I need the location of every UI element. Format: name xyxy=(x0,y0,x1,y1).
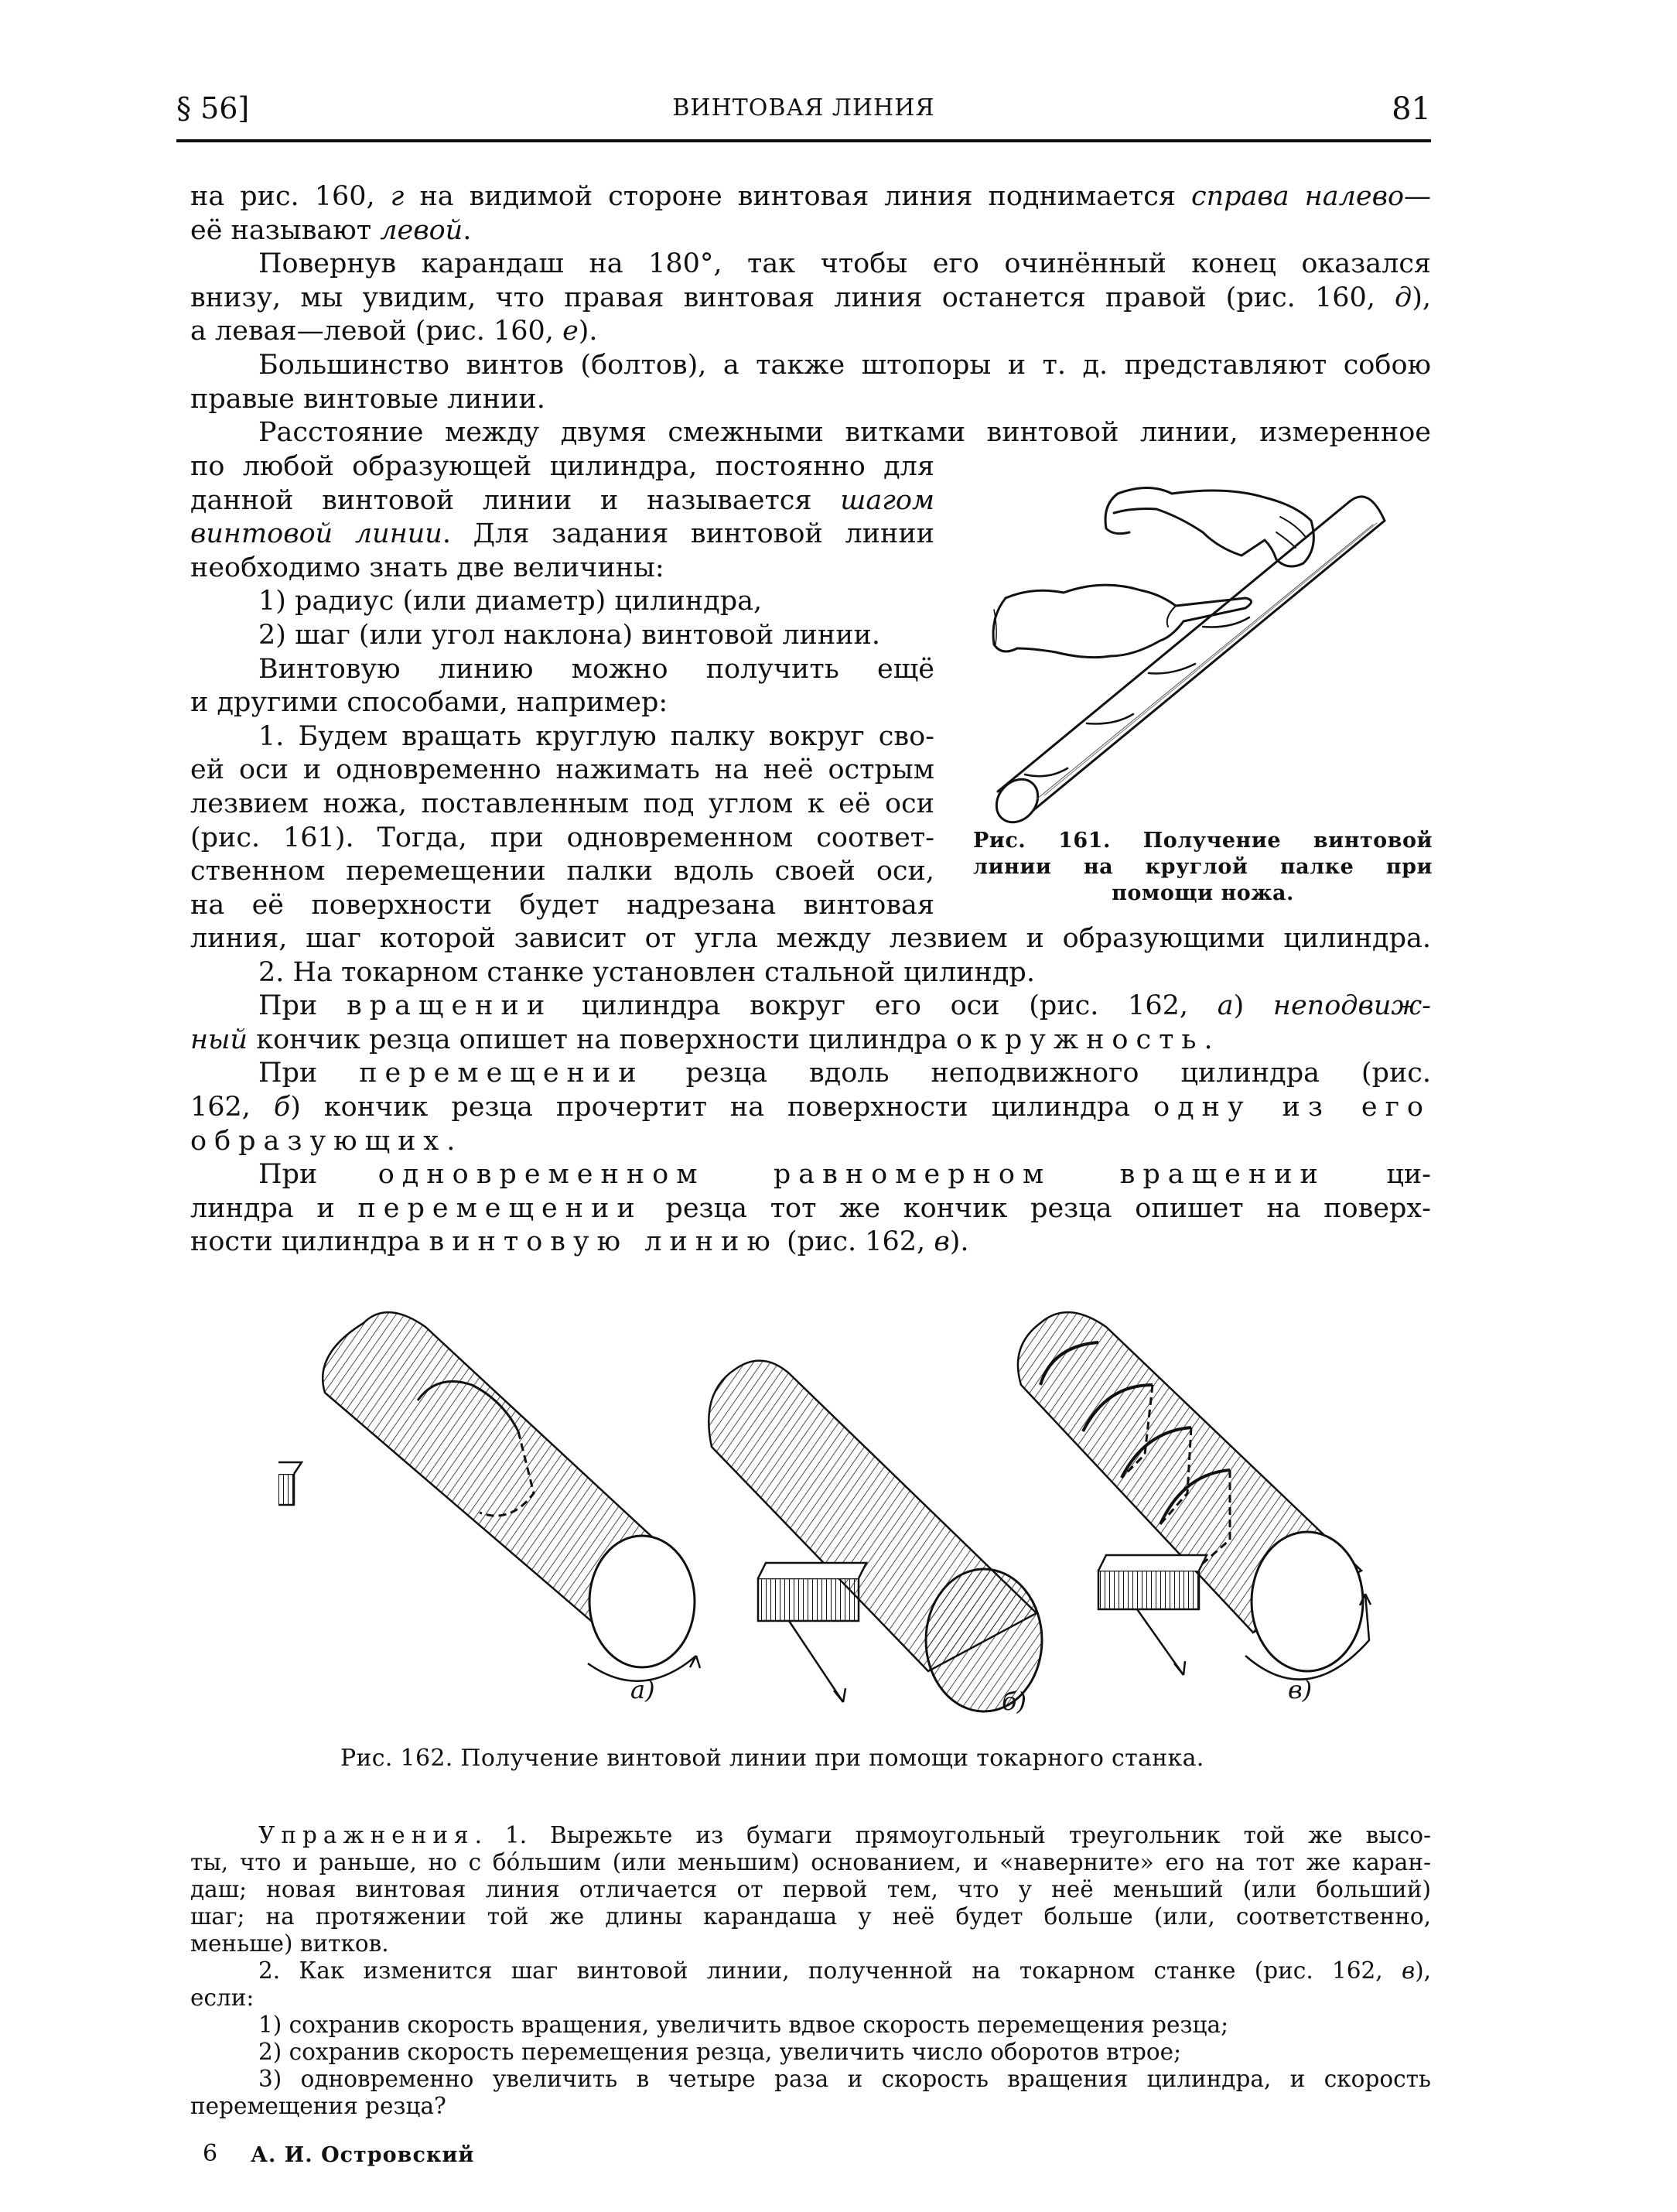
text-line: по любой образующей цилиндра, постоянно для xyxy=(190,451,934,482)
text-line: ты, что и раньше, но с бо́льшим (или меньшим) основанием, и «наверните» его на тот же каран- xyxy=(190,1849,1431,1875)
figure-162-caption: Рис. 162. Получение винтовой линии при помощи токарного станка. xyxy=(340,1745,1204,1772)
text-line: внизу, мы увидим, что правая винтовая линия останется правой (рис. 160, д), xyxy=(190,282,1431,313)
text-line: При вращении цилиндра вокруг его оси (рис. 162, а) неподвиж- xyxy=(258,990,1431,1022)
text-line: При одновременном равномерном вращении ци- xyxy=(258,1159,1431,1191)
text-line: даш; новая винтовая линия отличается от первой тем, что у неё меньший (или больший) xyxy=(190,1876,1431,1903)
text-line: Винтовую линию можно получить ещё xyxy=(258,653,934,685)
text-line: 2. На токарном станке установлен стальной цилиндр. xyxy=(258,956,1035,988)
top-paragraphs xyxy=(190,180,1431,450)
text-line: 2. Как изменится шаг винтовой линии, полученной на токарном станке (рис. 162, в), xyxy=(258,1957,1431,1984)
running-head xyxy=(176,91,1431,130)
text-line: а левая—левой (рис. 160, е). xyxy=(190,316,598,347)
text-line: При перемещении резца вдоль неподвижного цилиндра (рис. xyxy=(258,1058,1432,1089)
header-rule xyxy=(176,139,1431,142)
text-line: ей оси и одновременно нажимать на неё острым xyxy=(190,754,934,786)
cylinder-a xyxy=(278,1312,700,1681)
lathe-cylinders-drawing xyxy=(278,1300,1423,1718)
text-line: 162, б) кончик резца прочертит на поверхности цилиндра одну из его xyxy=(190,1091,1431,1123)
text-line: перемещения резца? xyxy=(190,2093,446,2119)
text-line: Расстояние между двумя смежными витками винтовой линии, измеренное xyxy=(258,417,1431,449)
middle-paragraphs xyxy=(190,922,1431,1260)
text-line: меньше) витков. xyxy=(190,1930,389,1957)
figure-162-illustration xyxy=(278,1300,1423,1718)
section-number: § 56] xyxy=(176,91,250,125)
page-number: 81 xyxy=(1392,91,1431,127)
figure-161-caption: Рис. 161. Получение винтовой линии на круглой палке при помощи ножа. xyxy=(973,829,1433,905)
label-b: б) xyxy=(1002,1687,1027,1716)
text-line: Большинство винтов (болтов), а также штопоры и т. д. представляют собою xyxy=(258,349,1431,381)
text-line: 1) сохранив скорость вращения, увеличить вдвое скорость перемещения резца; xyxy=(258,2012,1229,2038)
text-line: если: xyxy=(190,1985,254,2011)
text-line: образующих. xyxy=(190,1125,456,1157)
text-line: 1. Будем вращать круглую палку вокруг сво- xyxy=(258,720,934,752)
text-line: Повернув карандаш на 180°, так чтобы его очинённый конец оказался xyxy=(258,248,1431,280)
text-line: на рис. 160, г на видимой стороне винтовая линия поднимается справа налево— xyxy=(190,181,1432,212)
text-line: данной винтовой линии и называется шагом xyxy=(190,484,934,516)
figure-161-illustration xyxy=(971,463,1435,826)
label-a: а) xyxy=(630,1675,655,1704)
text-line: Упражнения. 1. Вырежьте из бумаги прямоугольный треугольник той же высо- xyxy=(258,1822,1431,1848)
cylinder-b xyxy=(709,1361,1042,1711)
text-line: 2) сохранив скорость перемещения резца, увеличить число оборотов втрое; xyxy=(258,2039,1182,2065)
text-line: ности цилиндра винтовую линию (рис. 162, в). xyxy=(190,1226,969,1258)
text-line: ный кончик резца опишет на поверхности цилиндра окружность. xyxy=(190,1024,1213,1055)
text-line: лезвием ножа, поставленным под углом к её оси xyxy=(190,788,934,819)
text-line: необходимо знать две величины: xyxy=(190,552,664,583)
author-name: А. И. Островский xyxy=(251,2143,475,2167)
text-line: правые винтовые линии. xyxy=(190,383,545,415)
text-line: винтовой линии. Для задания винтовой линии xyxy=(190,518,934,550)
text-line: на её поверхности будет надрезана винтовая xyxy=(190,889,934,921)
exercises xyxy=(190,1822,1431,2120)
text-line: линдра и перемещении резца тот же кончик резца опишет на поверх- xyxy=(190,1192,1431,1224)
label-c: в) xyxy=(1288,1675,1313,1704)
text-line: 2) шаг (или угол наклона) винтовой линии. xyxy=(258,619,880,651)
stick-and-knife-drawing xyxy=(971,463,1435,826)
running-title: ВИНТОВАЯ ЛИНИЯ xyxy=(672,94,935,121)
text-line: и другими способами, например: xyxy=(190,687,668,719)
left-column-text xyxy=(190,450,934,922)
text-line: 3) одновременно увеличить в четыре раза и скорость вращения цилиндра, и скорость xyxy=(258,2066,1431,2092)
text-line: шаг; на протяжении той же длины карандаша у неё будет больше (или, соответственно, xyxy=(190,1903,1431,1930)
text-line: ственном перемещении палки вдоль своей оси, xyxy=(190,856,934,887)
signature-number: 6 xyxy=(203,2140,218,2167)
text-line: (рис. 161). Тогда, при одновременном соответ- xyxy=(190,822,934,853)
text-line: её называют левой. xyxy=(190,214,472,246)
text-line: линия, шаг которой зависит от угла между лезвием и образующими цилиндра. xyxy=(190,923,1431,954)
cylinder-c xyxy=(1018,1312,1371,1679)
text-line: 1) радиус (или диаметр) цилиндра, xyxy=(258,586,763,617)
